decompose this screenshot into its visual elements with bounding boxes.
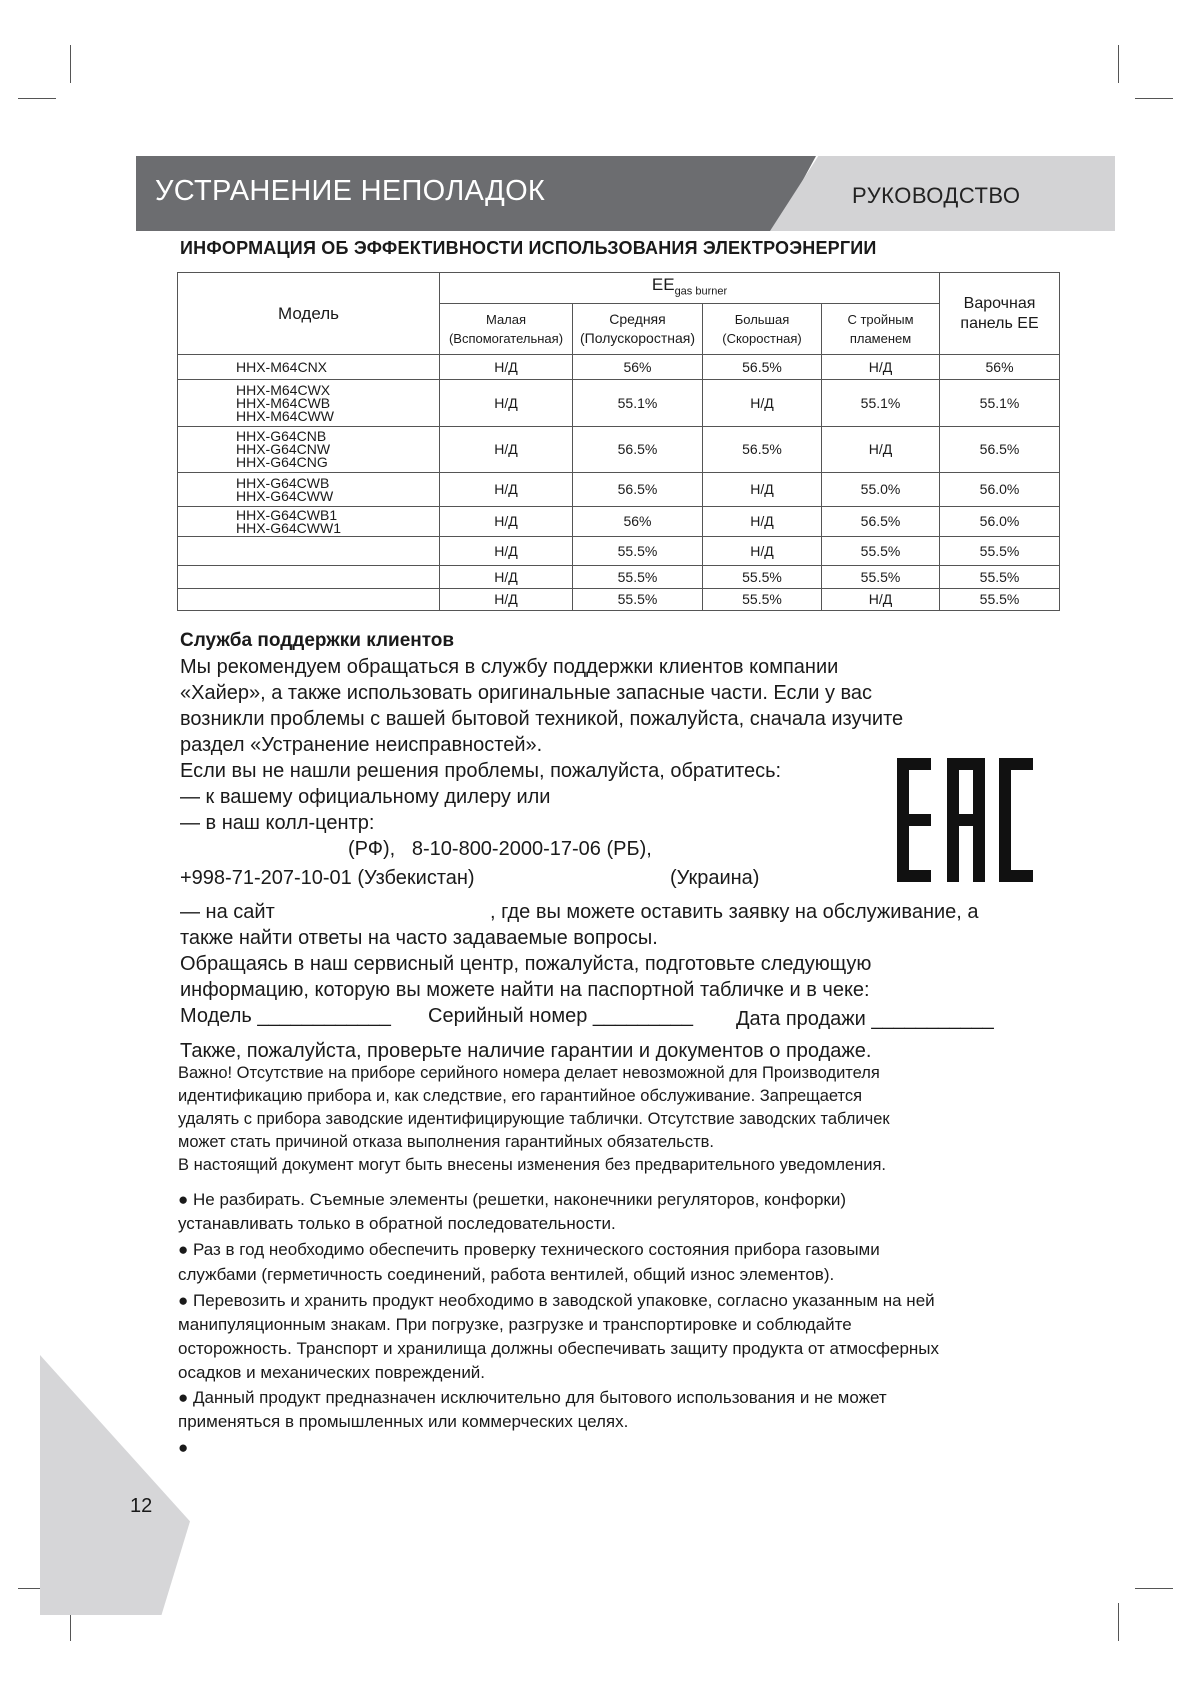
- row-models: HHX-M64CNX: [178, 355, 440, 380]
- cell-large: 56.5%: [703, 427, 822, 473]
- cell-small: Н/Д: [440, 355, 573, 380]
- cell-large: 55.5%: [703, 589, 822, 611]
- cell-large: Н/Д: [703, 507, 822, 537]
- crop-mark: [18, 98, 56, 99]
- table-row: [178, 473, 1060, 507]
- table-row: [178, 566, 1060, 589]
- bullet-line: ● Перевозить и хранить продукт необходимо в заводской упаковке, согласно указанным на ней: [178, 1290, 935, 1310]
- phone-by: 8-10-800-2000-17-06 (РБ),: [411, 838, 652, 860]
- cell-medium: 55.5%: [573, 589, 703, 611]
- column-header-ee: $EE_{gas burner}$: [440, 273, 940, 304]
- efficiency-heading: ИНФОРМАЦИЯ ОБ ЭФФЕКТИВНОСТИ ИСПОЛЬЗОВАНИЯ ЭЛЕКТРОЭНЕРГИИ: [180, 238, 877, 258]
- notice-line: удалять с прибора заводские идентифицирующие таблички. Отсутствие заводских табличек: [178, 1110, 890, 1128]
- cell-triple: 55.0%: [822, 473, 940, 507]
- bullet-line: ●: [178, 1438, 189, 1458]
- cell-medium: 56%: [573, 507, 703, 537]
- cell-small: Н/Д: [440, 380, 573, 427]
- serial-field-label: Серийный номер _________: [428, 1005, 694, 1027]
- support-line: «Хайер», а также использовать оригинальные запасные части. Если у вас: [180, 682, 873, 704]
- crop-mark: [1118, 45, 1119, 83]
- warranty-line: Также, пожалуйста, проверьте наличие гарантии и документов о продаже.: [180, 1040, 872, 1062]
- cell-small: Н/Д: [440, 566, 573, 589]
- column-header-medium: Средняя (Полускоростная): [573, 304, 703, 355]
- bullet-line: манипуляционным знакам. При погрузке, разгрузке и транспортировке и соблюдайте: [178, 1315, 852, 1335]
- bullet-line: устанавливать только в обратной последовательности.: [178, 1214, 616, 1234]
- column-header-small: Малая (Вспомогательная): [440, 304, 573, 355]
- support-line: раздел «Устранение неисправностей».: [180, 734, 543, 756]
- row-models: HHX-G64CWB HHX-G64CWW: [178, 473, 440, 507]
- cell-panel: 55.5%: [940, 537, 1060, 566]
- column-header-triple: С тройным пламенем: [822, 304, 940, 355]
- cell-small: Н/Д: [440, 507, 573, 537]
- column-header-model: Модель: [178, 273, 440, 355]
- cell-large: 55.5%: [703, 566, 822, 589]
- support-line: Мы рекомендуем обращаться в службу поддержки клиентов компании: [180, 656, 839, 678]
- page-title: УСТРАНЕНИЕ НЕПОЛАДОК: [155, 175, 546, 207]
- cell-large: Н/Д: [703, 380, 822, 427]
- corner-triangle: [40, 1355, 190, 1615]
- form-line: [180, 1003, 1060, 1029]
- row-models: HHX-M64CWX HHX-M64CWB HHX-M64CWW: [178, 380, 440, 427]
- cell-panel: 56.0%: [940, 507, 1060, 537]
- table-row: [178, 507, 1060, 537]
- phone-ua: (Украина): [670, 867, 760, 889]
- cell-triple: 55.1%: [822, 380, 940, 427]
- table-row: [178, 380, 1060, 427]
- column-header-large: Большая (Скоростная): [703, 304, 822, 355]
- eac-certification-icon: [897, 758, 1033, 882]
- bullet-line: службами (герметичность соединений, работа вентилей, общий износ элементов).: [178, 1264, 835, 1284]
- site-suffix: , где вы можете оставить заявку на обслуживание, а: [490, 901, 979, 923]
- cell-medium: 56%: [573, 355, 703, 380]
- table-row: [178, 427, 1060, 473]
- cell-triple: Н/Д: [822, 427, 940, 473]
- bullet-line: осторожность. Транспорт и хранилища должны обеспечивать защиту продукта от атмосферных: [178, 1339, 940, 1359]
- important-notice: [178, 1062, 890, 1177]
- cell-panel: 56.5%: [940, 427, 1060, 473]
- crop-mark: [70, 45, 71, 83]
- table-header-row: [178, 273, 1060, 304]
- cell-small: Н/Д: [440, 427, 573, 473]
- crop-mark: [1135, 98, 1173, 99]
- model-field-label: Модель ____________: [180, 1005, 391, 1027]
- table-row: [178, 537, 1060, 566]
- phone-uz: +998-71-207-10-01 (Узбекистан): [180, 867, 475, 889]
- cell-medium: 55.1%: [573, 380, 703, 427]
- date-field-label: Дата продажи ___________: [736, 1008, 994, 1030]
- row-models: [178, 566, 440, 589]
- support-line: Обращаясь в наш сервисный центр, пожалуйста, подготовьте следующую: [180, 953, 872, 975]
- cell-large: 56.5%: [703, 355, 822, 380]
- bullet-line: ● Не разбирать. Съемные элементы (решетки, наконечники регуляторов, конфорки): [178, 1190, 847, 1209]
- notice-line: может стать причиной отказа выполнения гарантийных обязательств.: [178, 1133, 715, 1151]
- support-line: также найти ответы на часто задаваемые вопросы.: [180, 927, 658, 949]
- cell-medium: 55.5%: [573, 566, 703, 589]
- cell-panel: 55.5%: [940, 589, 1060, 611]
- notice-line: Важно! Отсутствие на приборе серийного номера делает невозможной для Производителя: [178, 1064, 880, 1082]
- support-line: — к вашему официальному дилеру или: [180, 786, 551, 808]
- crop-mark: [1118, 1603, 1119, 1641]
- cell-small: Н/Д: [440, 537, 573, 566]
- cell-panel: 55.5%: [940, 566, 1060, 589]
- support-line: возникли проблемы с вашей бытовой техникой, пожалуйста, сначала изучите: [180, 708, 904, 730]
- manual-label: РУКОВОДСТВО: [852, 183, 1021, 208]
- cell-triple: Н/Д: [822, 589, 940, 611]
- cell-triple: 55.5%: [822, 537, 940, 566]
- bullet-line: осадков и механических повреждений.: [178, 1363, 486, 1383]
- cell-triple: Н/Д: [822, 355, 940, 380]
- table-row: [178, 589, 1060, 611]
- page-number: 12: [130, 1495, 153, 1517]
- support-line: Если вы не нашли решения проблемы, пожалуйста, обратитесь:: [180, 760, 782, 782]
- cell-large: Н/Д: [703, 537, 822, 566]
- cell-large: Н/Д: [703, 473, 822, 507]
- site-line: [180, 899, 1060, 925]
- bullet-line: ● Данный продукт предназначен исключительно для бытового использования и не может: [178, 1387, 887, 1407]
- cell-panel: 55.1%: [940, 380, 1060, 427]
- column-header-panel: Варочная панель EE: [940, 273, 1060, 355]
- cell-small: Н/Д: [440, 589, 573, 611]
- support-line: информацию, которую вы можете найти на паспортной табличке и в чеке:: [180, 979, 870, 1001]
- support-line: — в наш колл-центр:: [180, 812, 375, 834]
- row-models: [178, 589, 440, 611]
- cell-medium: 56.5%: [573, 427, 703, 473]
- support-heading: Служба поддержки клиентов: [180, 630, 455, 651]
- bullet-line: применяться в промышленных или коммерческих целях.: [178, 1411, 629, 1431]
- cell-panel: 56.0%: [940, 473, 1060, 507]
- crop-mark: [1135, 1588, 1173, 1589]
- notice-line: В настоящий документ могут быть внесены изменения без предварительного уведомления.: [178, 1156, 887, 1174]
- cell-triple: 56.5%: [822, 507, 940, 537]
- site-prefix: — на сайт: [180, 901, 275, 923]
- cell-triple: 55.5%: [822, 566, 940, 589]
- efficiency-table: [177, 272, 1060, 611]
- cell-medium: 55.5%: [573, 537, 703, 566]
- cell-medium: 56.5%: [573, 473, 703, 507]
- notice-line: идентификацию прибора и, как следствие, его гарантийное обслуживание. Запрещается: [178, 1087, 863, 1105]
- cell-small: Н/Д: [440, 473, 573, 507]
- cell-panel: 56%: [940, 355, 1060, 380]
- row-models: HHX-G64CWB1 HHX-G64CWW1: [178, 507, 440, 537]
- row-models: [178, 537, 440, 566]
- phone-ru: (РФ),: [348, 838, 396, 860]
- bullet-line: ● Раз в год необходимо обеспечить проверку технического состояния прибора газовыми: [178, 1240, 880, 1260]
- table-row: [178, 355, 1060, 380]
- row-models: HHX-G64CNB HHX-G64CNW HHX-G64CNG: [178, 427, 440, 473]
- safety-bullets: [178, 1188, 939, 1460]
